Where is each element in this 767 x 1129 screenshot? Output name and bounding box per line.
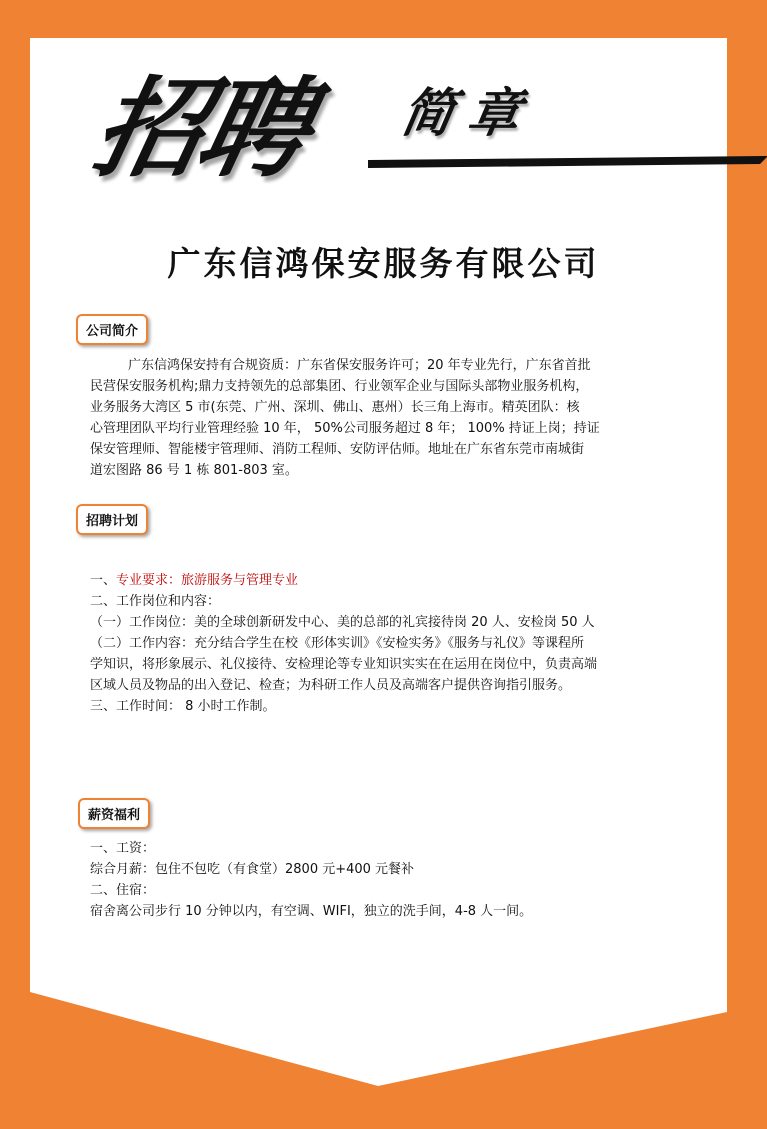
benefits-line: 二、住宿： bbox=[90, 883, 156, 898]
plan-line: 二、工作岗位和内容： bbox=[90, 594, 221, 609]
benefits-line: 一、工资： bbox=[90, 841, 156, 856]
hero-title bbox=[82, 67, 676, 226]
section-tag-benefits: 薪资福利 bbox=[78, 798, 150, 829]
plan-line-prefix: 一、 bbox=[90, 573, 117, 588]
intro-line: 心管理团队平均行业管理经验 10 年， 50%公司服务超过 8 年； 100% 持证上岗；持证 bbox=[90, 421, 600, 436]
benefits-paragraph bbox=[90, 838, 690, 922]
intro-line: 广东信鸿保安持有合规资质：广东省保安服务许可；20 年专业先行，广东省首批 bbox=[128, 358, 591, 373]
plan-line: （二）工作内容：充分结合学生在校《形体实训》《安检实务》《服务与礼仪》等课程所 bbox=[90, 636, 585, 651]
plan-line: 学知识，将形象展示、礼仪接待、安检理论等专业知识实实在在运用在岗位中，负责高端 bbox=[90, 657, 598, 672]
hero-title-main: 招聘 bbox=[82, 67, 318, 192]
intro-line: 业务服务大湾区 5 市(东莞、广州、深圳、佛山、惠州）长三角上海市。精英团队：核 bbox=[90, 400, 580, 415]
hero-title-sub: 简章 bbox=[396, 84, 540, 144]
benefits-line: 宿舍离公司步行 10 分钟以内，有空调、WIFI，独立的洗手间，4-8 人一间。 bbox=[90, 904, 533, 919]
intro-line: 道宏图路 86 号 1 栋 801-803 室。 bbox=[90, 463, 298, 478]
plan-paragraph bbox=[90, 570, 690, 717]
plan-line: （一）工作岗位：美的全球创新研发中心、美的总部的礼宾接待岗 20 人、安检岗 50 人 bbox=[90, 615, 595, 630]
intro-line: 保安管理师、智能楼宇管理师、消防工程师、安防评估师。地址在广东省东莞市南城街 bbox=[90, 442, 585, 457]
major-requirement: 专业要求：旅游服务与管理专业 bbox=[116, 573, 299, 588]
plan-line: 三、工作时间： 8 小时工作制。 bbox=[90, 699, 276, 714]
intro-paragraph bbox=[90, 355, 690, 481]
plan-line: 区域人员及物品的出入登记、检查；为科研工作人员及高端客户提供咨询指引服务。 bbox=[90, 678, 572, 693]
company-name: 广东信鸿保安服务有限公司 bbox=[167, 244, 600, 283]
section-tag-intro: 公司简介 bbox=[76, 314, 148, 345]
intro-line: 民营保安服务机构;鼎力支持领先的总部集团、行业领军企业与国际头部物业服务机构， bbox=[90, 379, 589, 394]
benefits-line: 综合月薪：包住不包吃（有食堂）2800 元+400 元餐补 bbox=[90, 862, 415, 877]
hero-underline bbox=[368, 152, 767, 174]
plan-line bbox=[90, 570, 690, 591]
section-tag-plan: 招聘计划 bbox=[76, 504, 148, 535]
